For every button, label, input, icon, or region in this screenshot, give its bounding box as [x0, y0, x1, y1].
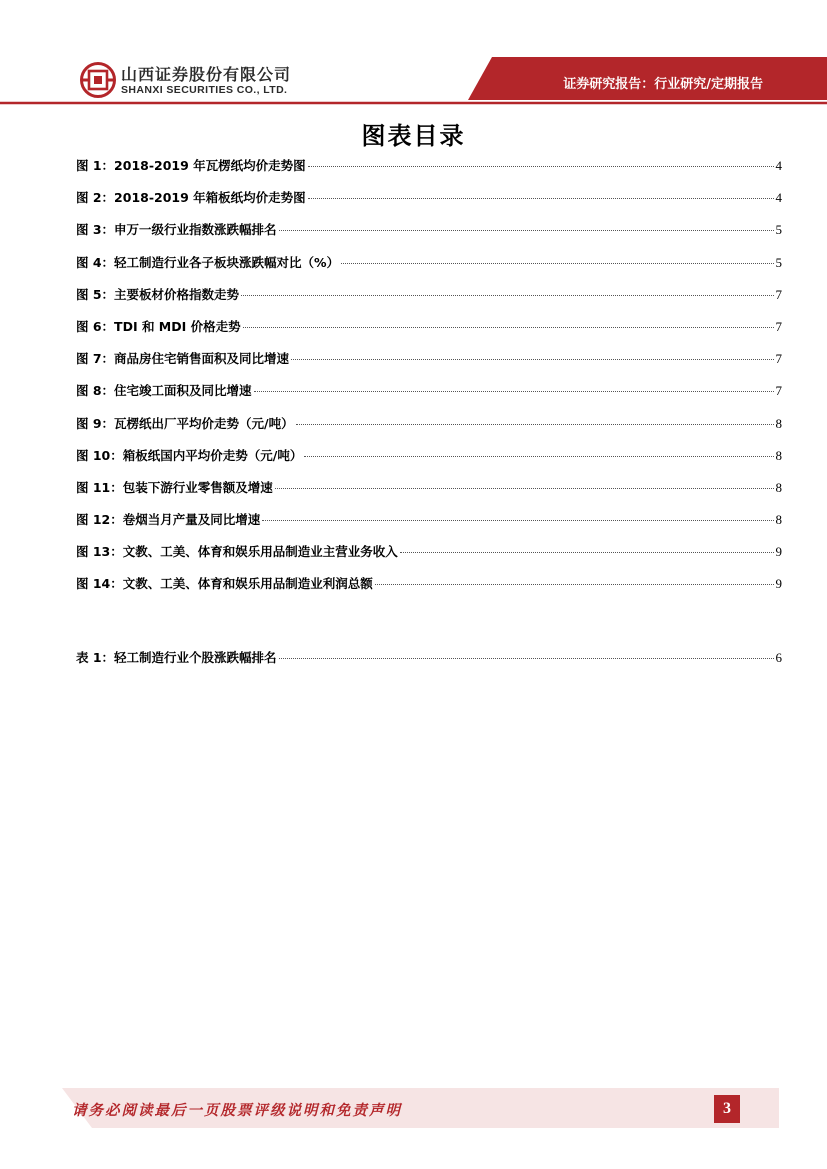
toc-entry-title: 图 11：包装下游行业零售额及增速 — [76, 479, 273, 495]
figure-entry[interactable] — [76, 156, 782, 188]
dot-leader — [308, 198, 774, 199]
figure-entry[interactable] — [76, 220, 782, 252]
figure-entry[interactable] — [76, 446, 782, 478]
page-number: 3 — [714, 1095, 740, 1123]
toc-page-number: 7 — [775, 383, 782, 399]
toc-entry-title: 图 13：文教、工美、体育和娱乐用品制造业主营业务收入 — [76, 544, 398, 560]
toc-page-number: 5 — [775, 254, 782, 270]
dot-leader — [254, 391, 774, 392]
dot-leader — [304, 456, 773, 457]
dot-leader — [241, 295, 773, 296]
table-entry[interactable] — [76, 648, 782, 680]
figure-entry[interactable] — [76, 574, 782, 606]
toc-page-number: 9 — [775, 576, 782, 592]
toc-entry-title: 图 9：瓦楞纸出厂平均价走势（元/吨） — [76, 415, 294, 431]
dot-leader — [262, 520, 773, 521]
toc-page-number: 4 — [775, 190, 782, 206]
figure-entry[interactable] — [76, 381, 782, 413]
toc-entry-title: 图 2：2018-2019 年箱板纸均价走势图 — [76, 190, 306, 206]
toc-entry-title: 图 12：卷烟当月产量及同比增速 — [76, 512, 261, 528]
toc-page-number: 5 — [775, 222, 782, 238]
dot-leader — [375, 584, 774, 585]
figure-entry[interactable] — [76, 349, 782, 381]
figure-entry[interactable] — [76, 478, 782, 510]
toc-page-number: 7 — [775, 286, 782, 302]
toc-page-number: 8 — [775, 512, 782, 528]
toc-entry-title: 图 5：主要板材价格指数走势 — [76, 286, 240, 302]
dot-leader — [275, 488, 774, 489]
dot-leader — [279, 230, 774, 231]
toc-page-number: 6 — [775, 650, 782, 665]
toc-page-number: 8 — [775, 479, 782, 495]
page-title: 图表目录 — [361, 122, 466, 150]
toc-entry-title: 图 3：申万一级行业指数涨跌幅排名 — [76, 222, 277, 238]
dot-leader — [341, 263, 773, 264]
report-type-label: 证券研究报告：行业研究/定期报告 — [563, 77, 763, 92]
toc-entry-title: 图 10：箱板纸国内平均价走势（元/吨） — [76, 447, 303, 463]
toc-page-number: 4 — [775, 158, 782, 173]
dot-leader — [296, 424, 774, 425]
header-banner — [0, 0, 827, 112]
disclaimer-notice: 请务必阅读最后一页股票评级说明和免责声明 — [72, 1102, 402, 1119]
toc-entry-title: 图 14：文教、工美、体育和娱乐用品制造业利润总额 — [76, 576, 373, 592]
report-header — [0, 0, 827, 112]
toc-entry-title: 图 1：2018-2019 年瓦楞纸均价走势图 — [76, 158, 306, 173]
dot-leader — [400, 552, 774, 553]
dot-leader — [291, 359, 773, 360]
toc-entry-title: 图 4：轻工制造行业各子板块涨跌幅对比（%） — [76, 254, 340, 270]
figure-entry[interactable] — [76, 510, 782, 542]
toc-entry-title: 图 8：住宅竣工面积及同比增速 — [76, 383, 252, 399]
toc-page-number: 7 — [775, 351, 782, 367]
toc-page-number: 8 — [775, 415, 782, 431]
dot-leader — [279, 658, 774, 659]
footer — [62, 1088, 779, 1128]
figure-entry[interactable] — [76, 285, 782, 317]
toc-entry-title: 图 7：商品房住宅销售面积及同比增速 — [76, 351, 290, 367]
toc-page-number: 9 — [775, 544, 782, 560]
toc-page-number: 7 — [775, 318, 782, 334]
toc-page-number: 8 — [775, 447, 782, 463]
dot-leader — [308, 166, 774, 167]
figure-entry[interactable] — [76, 317, 782, 349]
company-name-en: SHANXI SECURITIES CO., LTD. — [121, 84, 288, 96]
figure-entry[interactable] — [76, 414, 782, 446]
figure-entry[interactable] — [76, 188, 782, 220]
figure-list — [76, 156, 782, 607]
toc-entry-title: 表 1：轻工制造行业个股涨跌幅排名 — [76, 650, 277, 665]
table-list — [76, 648, 782, 680]
company-name-cn: 山西证券股份有限公司 — [121, 65, 292, 84]
figure-entry[interactable] — [76, 253, 782, 285]
figure-entry[interactable] — [76, 542, 782, 574]
dot-leader — [243, 327, 774, 328]
toc-entry-title: 图 6：TDI 和 MDI 价格走势 — [76, 318, 241, 334]
